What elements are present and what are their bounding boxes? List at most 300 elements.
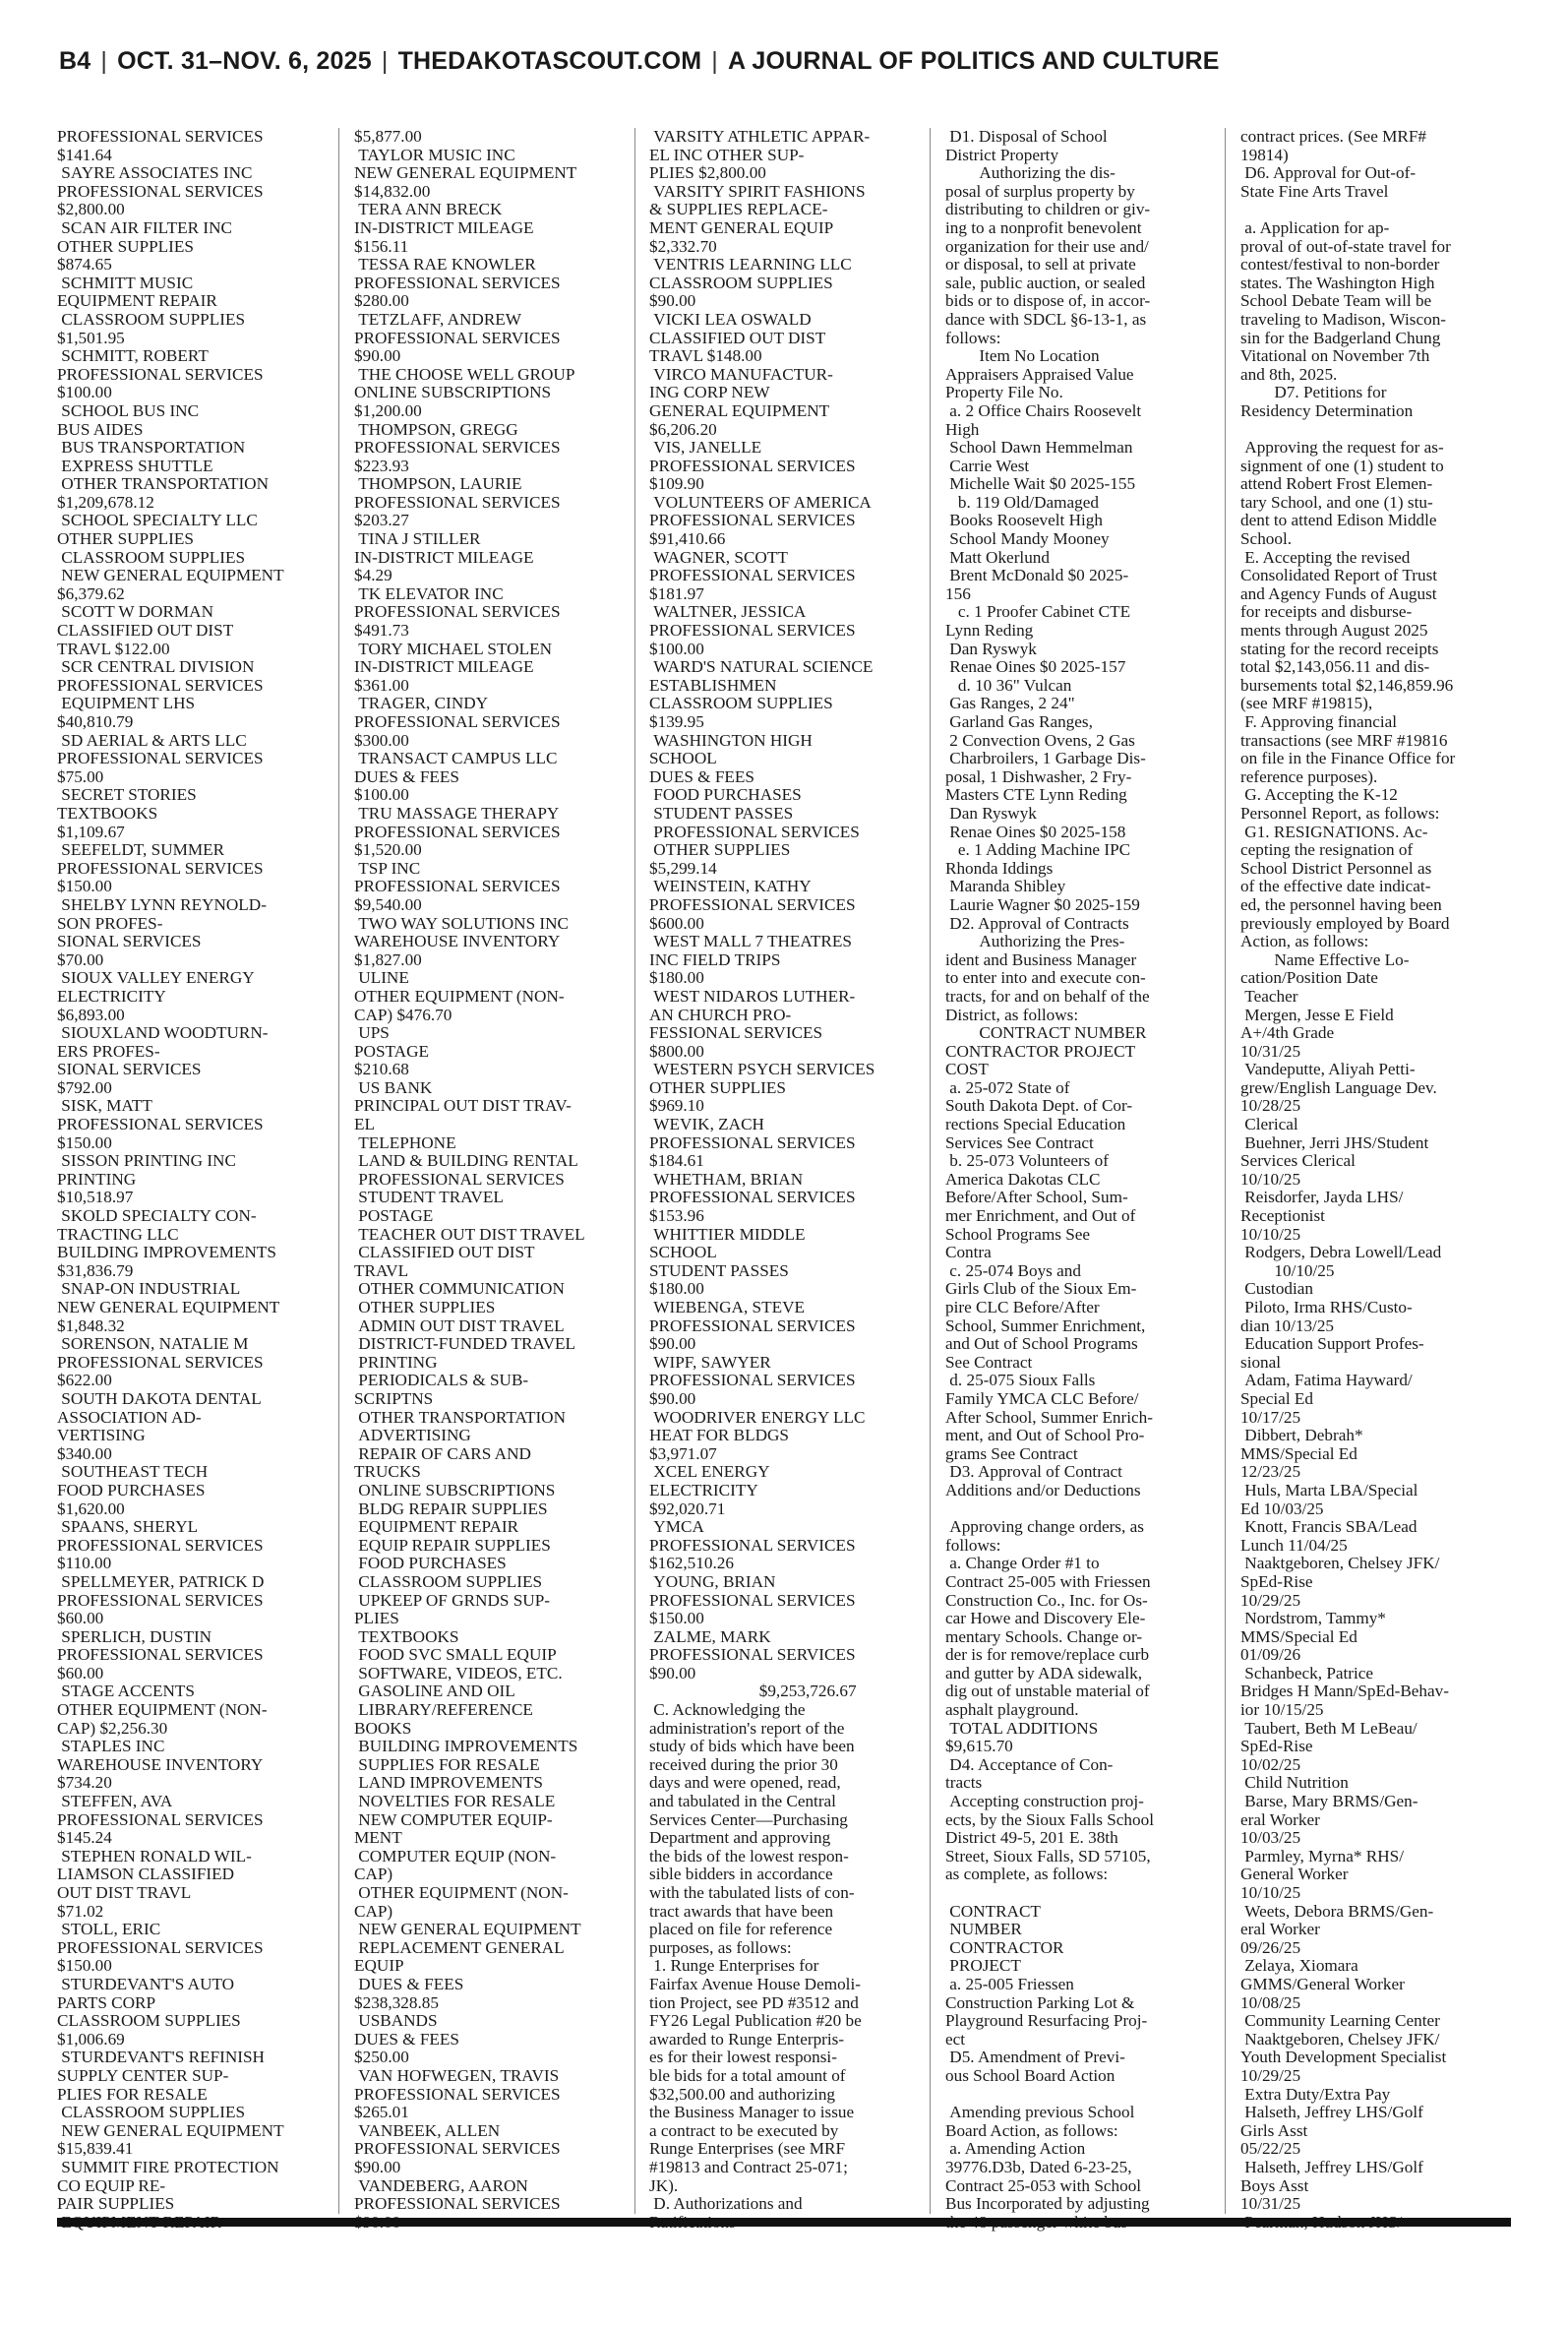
notice-line: IN-DISTRICT MILEAGE bbox=[354, 657, 534, 677]
notice-line: 10/29/25 bbox=[1240, 1590, 1301, 1610]
notice-line: District 49-5, 201 E. 38th bbox=[945, 1828, 1118, 1848]
notice-line: with the tabulated lists of con- bbox=[649, 1883, 855, 1902]
notice-line: SCHOOL BUS INC bbox=[57, 400, 200, 420]
notice-line: WARD'S NATURAL SCIENCE bbox=[649, 657, 874, 677]
notice-line: $265.01 bbox=[354, 2103, 409, 2122]
notice-line: Taubert, Beth M LeBeau/ bbox=[1240, 1718, 1417, 1738]
notice-line: the bids of the lowest respon- bbox=[649, 1846, 849, 1866]
notice-line: Accepting construction proj- bbox=[945, 1792, 1144, 1811]
notice-line: State Fine Arts Travel bbox=[1240, 181, 1389, 201]
notice-line: G. Accepting the K-12 bbox=[1240, 785, 1398, 805]
notice-line: CO EQUIP RE- bbox=[57, 2175, 166, 2195]
notice-line: REPLACEMENT GENERAL bbox=[354, 1937, 565, 1957]
notice-line: JK). bbox=[649, 2175, 679, 2195]
notice-line: a contract to be executed by bbox=[649, 2120, 839, 2140]
notice-line: Action, as follows: bbox=[1240, 932, 1369, 951]
notice-line bbox=[1240, 421, 1511, 440]
notice-line: NEW GENERAL EQUIPMENT bbox=[57, 2120, 284, 2140]
notice-line: NEW COMPUTER EQUIP- bbox=[354, 1809, 553, 1829]
notice-line: ERS PROFES- bbox=[57, 1041, 160, 1061]
notice-line: CLASSROOM SUPPLIES bbox=[57, 547, 246, 567]
notice-line: SPAANS, SHERYL bbox=[57, 1517, 199, 1537]
notice-line: $60.00 bbox=[57, 1663, 104, 1683]
notice-line: ONLINE SUBSCRIPTIONS bbox=[354, 383, 552, 402]
notice-line: $203.27 bbox=[354, 511, 409, 530]
notice-line: VENTRIS LEARNING LLC bbox=[649, 255, 852, 275]
notice-line: SCHMITT MUSIC bbox=[57, 273, 194, 292]
notice-line: $9,540.00 bbox=[354, 894, 422, 914]
notice-line: Gas Ranges, 2 24" bbox=[945, 694, 1075, 713]
notice-line: Appraisers Appraised Value bbox=[945, 364, 1134, 384]
notice-line: $1,520.00 bbox=[354, 840, 422, 860]
notice-line: D3. Approval of Contract bbox=[945, 1462, 1122, 1482]
notice-line: tion Project, see PD #3512 and bbox=[649, 1992, 859, 2012]
notice-line: Charbroilers, 1 Garbage Dis- bbox=[945, 749, 1146, 768]
column-divider bbox=[338, 128, 339, 2214]
notice-line: PROFESSIONAL SERVICES bbox=[649, 1132, 856, 1152]
notice-line: $300.00 bbox=[354, 730, 409, 750]
notice-line: IN-DISTRICT MILEAGE bbox=[354, 547, 534, 567]
notice-line: $100.00 bbox=[649, 639, 704, 658]
notice-line: COST bbox=[945, 1060, 989, 1079]
notice-line: See Contract bbox=[945, 1352, 1033, 1372]
notice-line: $600.00 bbox=[649, 913, 704, 933]
notice-line: COMPUTER EQUIP (NON- bbox=[354, 1846, 557, 1866]
notice-line: PARTS CORP bbox=[57, 1992, 156, 2012]
notice-line: School Programs See bbox=[945, 1224, 1091, 1244]
notice-line: $223.93 bbox=[354, 456, 409, 475]
notice-line: BUILDING IMPROVEMENTS bbox=[354, 1737, 578, 1756]
notice-line: PROFESSIONAL SERVICES bbox=[354, 602, 561, 622]
notice-line: SCOTT W DORMAN bbox=[57, 602, 214, 622]
notice-line: tary School, and one (1) stu- bbox=[1240, 492, 1433, 512]
notice-line: TRUCKS bbox=[354, 1462, 421, 1482]
notice-line: PROFESSIONAL SERVICES bbox=[57, 181, 264, 201]
notice-line: pire CLC Before/After bbox=[945, 1298, 1100, 1316]
notice-line: NEW GENERAL EQUIPMENT bbox=[57, 1298, 280, 1316]
notice-line: $92,020.71 bbox=[649, 1499, 726, 1518]
notice-line: $31,836.79 bbox=[57, 1260, 134, 1280]
notice-line: 10/31/25 bbox=[1240, 1041, 1301, 1061]
notice-line: SUPPLY CENTER SUP- bbox=[57, 2065, 229, 2085]
notice-line: OUT DIST TRAVL bbox=[57, 1883, 192, 1902]
notice-line: grams See Contract bbox=[945, 1443, 1078, 1463]
notice-line: REPAIR OF CARS AND bbox=[354, 1443, 531, 1463]
notice-line: $1,200.00 bbox=[354, 400, 422, 420]
notice-line: awarded to Runge Enterpris- bbox=[649, 2029, 845, 2049]
notice-line: der is for remove/replace curb bbox=[945, 1645, 1150, 1665]
notice-line: or disposal, to sell at private bbox=[945, 255, 1136, 275]
notice-line: Name Effective Lo- bbox=[1240, 949, 1410, 969]
notice-line: PROFESSIONAL SERVICES bbox=[649, 1315, 856, 1335]
notice-line: 01/09/26 bbox=[1240, 1645, 1301, 1665]
notice-line: 10/08/25 bbox=[1240, 1992, 1301, 2012]
notice-line: PROFESSIONAL SERVICES bbox=[649, 621, 856, 641]
notice-line: MENT bbox=[354, 1828, 402, 1848]
notice-line: d. 10 36" Vulcan bbox=[945, 675, 1072, 695]
notice-line: WASHINGTON HIGH bbox=[649, 730, 813, 750]
notice-line: SIOUX VALLEY ENERGY bbox=[57, 968, 255, 988]
header-separator: | bbox=[100, 47, 108, 75]
notice-line: STUDENT TRAVEL bbox=[354, 1188, 504, 1207]
notice-line: ADMIN OUT DIST TRAVEL bbox=[354, 1315, 565, 1335]
notice-line: VAN HOFWEGEN, TRAVIS bbox=[354, 2065, 560, 2085]
notice-line: Carrie West bbox=[945, 456, 1030, 475]
notice-line: ING CORP NEW bbox=[649, 383, 770, 402]
notice-line: D7. Petitions for bbox=[1240, 383, 1387, 402]
notice-line: Playground Resurfacing Proj- bbox=[945, 2011, 1148, 2031]
notice-line: CLASSROOM SUPPLIES bbox=[354, 1571, 543, 1591]
notice-line: CLASSROOM SUPPLIES bbox=[649, 694, 833, 713]
notice-line: 05/22/25 bbox=[1240, 2139, 1301, 2159]
notice-line: $141.64 bbox=[57, 145, 112, 164]
notice-line: PROFESSIONAL SERVICES bbox=[57, 1937, 264, 1957]
notice-line: $90.00 bbox=[649, 1663, 696, 1683]
notice-line: POSTAGE bbox=[354, 1041, 429, 1061]
notice-line: states. The Washington High bbox=[1240, 273, 1435, 292]
notice-line: Piloto, Irma RHS/Custo- bbox=[1240, 1298, 1413, 1316]
notice-line: SORENSON, NATALIE M bbox=[57, 1334, 249, 1354]
notice-line: PROFESSIONAL SERVICES bbox=[354, 2139, 561, 2159]
notice-line: ects, by the Sioux Falls School bbox=[945, 1809, 1154, 1829]
notice-line: THOMPSON, LAURIE bbox=[354, 474, 522, 494]
notice-line: 10/03/25 bbox=[1240, 1828, 1301, 1848]
notice-line: CLASSIFIED OUT DIST bbox=[649, 328, 826, 347]
notice-line: IN-DISTRICT MILEAGE bbox=[354, 217, 534, 237]
notice-line: of the effective date indicat- bbox=[1240, 877, 1431, 896]
notice-line: $1,501.95 bbox=[57, 328, 125, 347]
notice-line: FOOD PURCHASES bbox=[57, 1480, 206, 1499]
notice-line: Parmley, Myrna* RHS/ bbox=[1240, 1846, 1404, 1866]
notice-line: Consolidated Report of Trust bbox=[1240, 566, 1438, 585]
notice-line: the Business Manager to issue bbox=[649, 2103, 855, 2122]
notice-line: WIPF, SAWYER bbox=[649, 1352, 771, 1372]
notice-line: PROFESSIONAL SERVICES bbox=[57, 127, 264, 146]
notice-line: Dan Ryswyk bbox=[945, 803, 1037, 823]
notice-line: DUES & FEES bbox=[354, 1974, 464, 1993]
notice-line: CAP) $476.70 bbox=[354, 1005, 452, 1024]
notice-line: contest/festival to non-border bbox=[1240, 255, 1440, 275]
header-separator: | bbox=[711, 47, 718, 75]
notice-line: dance with SDCL §6-13-1, as bbox=[945, 309, 1147, 329]
notice-line: BUS TRANSPORTATION bbox=[57, 438, 246, 458]
notice-line bbox=[945, 1500, 1209, 1519]
notice-line: TWO WAY SOLUTIONS INC bbox=[354, 913, 570, 933]
notice-line: tract awards that have been bbox=[649, 1901, 834, 1921]
notice-line: $1,827.00 bbox=[354, 949, 422, 969]
notice-line: PLIES FOR RESALE bbox=[57, 2084, 208, 2104]
notice-line: PROFESSIONAL SERVICES bbox=[649, 822, 860, 841]
notice-line: a. Application for ap- bbox=[1240, 217, 1390, 237]
notice-line: $180.00 bbox=[649, 1279, 704, 1299]
notice-line: OTHER TRANSPORTATION bbox=[57, 474, 269, 494]
notice-line: $75.00 bbox=[57, 766, 104, 786]
notice-line: $6,893.00 bbox=[57, 1005, 125, 1024]
notice-line: $90.00 bbox=[354, 2157, 401, 2176]
notice-line: $280.00 bbox=[354, 291, 409, 311]
notice-line: Lunch 11/04/25 bbox=[1240, 1535, 1348, 1555]
notice-line: EL bbox=[354, 1115, 375, 1134]
notice-line: Lynn Reding bbox=[945, 621, 1034, 641]
notice-line: 156 bbox=[945, 583, 971, 603]
notice-line: b. 25-073 Volunteers of bbox=[945, 1151, 1109, 1171]
column-5 bbox=[1240, 128, 1511, 2214]
notice-line: TSP INC bbox=[354, 858, 421, 878]
notice-line: PROFESSIONAL SERVICES bbox=[649, 456, 856, 475]
notice-line: INC FIELD TRIPS bbox=[649, 949, 781, 969]
notice-line: D5. Amendment of Previ- bbox=[945, 2048, 1125, 2067]
notice-line: WHITTIER MIDDLE bbox=[649, 1224, 806, 1244]
notice-line: PROFESSIONAL SERVICES bbox=[354, 2084, 561, 2104]
notice-line: Rhonda Iddings bbox=[945, 858, 1054, 878]
notice-line: SECRET STORIES bbox=[57, 785, 197, 805]
tagline: A JOURNAL OF POLITICS AND CULTURE bbox=[727, 47, 1220, 75]
notice-line: EQUIPMENT LHS bbox=[57, 694, 196, 713]
notice-line: PROFESSIONAL SERVICES bbox=[354, 1169, 565, 1189]
notice-line: CLASSROOM SUPPLIES bbox=[57, 2103, 246, 2122]
notice-line: Teacher bbox=[1240, 986, 1298, 1006]
notice-line: $139.95 bbox=[649, 712, 704, 731]
notice-line: received during the prior 30 bbox=[649, 1754, 838, 1774]
notice-line: 19814) bbox=[1240, 145, 1289, 164]
column-1 bbox=[57, 128, 321, 2214]
notice-line: 10/10/25 bbox=[1240, 1883, 1301, 1902]
notice-line: mer Enrichment, and Out of bbox=[945, 1206, 1136, 1226]
notice-line: PROFESSIONAL SERVICES bbox=[354, 822, 561, 841]
notice-line: PROFESSIONAL SERVICES bbox=[354, 877, 561, 896]
notice-line: d. 25-075 Sioux Falls bbox=[945, 1371, 1096, 1390]
notice-line: THOMPSON, GREGG bbox=[354, 419, 518, 439]
notice-line: CLASSROOM SUPPLIES bbox=[57, 309, 246, 329]
notice-line: ment, and Out of School Pro- bbox=[945, 1426, 1145, 1445]
notice-line: SUMMIT FIRE PROTECTION bbox=[57, 2157, 279, 2176]
notice-line: DUES & FEES bbox=[354, 2029, 459, 2049]
notice-line: TRU MASSAGE THERAPY bbox=[354, 803, 560, 823]
notice-line: WAGNER, SCOTT bbox=[649, 547, 788, 567]
notice-line: WAREHOUSE INVENTORY bbox=[57, 1754, 264, 1774]
notice-line: tracts bbox=[945, 1773, 983, 1793]
notice-line: placed on file for reference bbox=[649, 1920, 833, 1939]
notice-line: Zelaya, Xiomara bbox=[1240, 1956, 1358, 1976]
notice-line: TEXTBOOKS bbox=[354, 1626, 459, 1646]
notice-line: Halseth, Jeffrey LHS/Golf bbox=[1240, 2157, 1423, 2176]
notice-line: 10/10/25 bbox=[1240, 1224, 1301, 1244]
notice-line: $14,832.00 bbox=[354, 181, 431, 201]
notice-line: BLDG REPAIR SUPPLIES bbox=[354, 1499, 548, 1518]
notice-line: Special Ed bbox=[1240, 1388, 1313, 1408]
notice-line: TEACHER OUT DIST TRAVEL bbox=[354, 1224, 585, 1244]
notice-line: FOOD PURCHASES bbox=[649, 785, 802, 805]
notice-line: WIEBENGA, STEVE bbox=[649, 1298, 806, 1316]
notice-line: and gutter by ADA sidewalk, bbox=[945, 1663, 1143, 1683]
notice-line: SPELLMEYER, PATRICK D bbox=[57, 1571, 265, 1591]
notice-line: SAYRE ASSOCIATES INC bbox=[57, 163, 253, 183]
notice-line: Services Clerical bbox=[1240, 1151, 1356, 1171]
notice-line: VIRCO MANUFACTUR- bbox=[649, 364, 833, 384]
notice-line: NEW GENERAL EQUIPMENT bbox=[354, 1920, 581, 1939]
notice-line: cation/Position Date bbox=[1240, 968, 1378, 988]
notice-line: $90.00 bbox=[649, 1334, 696, 1354]
notice-line: VIS, JANELLE bbox=[649, 438, 762, 458]
notice-line: WOODRIVER ENERGY LLC bbox=[649, 1407, 866, 1427]
notice-line: PROFESSIONAL SERVICES bbox=[57, 1352, 264, 1372]
notice-line: BUILDING IMPROVEMENTS bbox=[57, 1243, 276, 1262]
column-divider bbox=[634, 128, 635, 2214]
notice-columns bbox=[57, 128, 1511, 2214]
notice-line: EXPRESS SHUTTLE bbox=[57, 456, 213, 475]
notice-line: bids or to dispose of, in accor- bbox=[945, 291, 1151, 311]
notice-line: b. 119 Old/Damaged bbox=[945, 492, 1099, 512]
notice-line: CLASSROOM SUPPLIES bbox=[57, 2011, 241, 2031]
notice-line: YOUNG, BRIAN bbox=[649, 1571, 776, 1591]
notice-line: traveling to Madison, Wiscon- bbox=[1240, 309, 1447, 329]
notice-line: $734.20 bbox=[57, 1773, 112, 1793]
notice-line: FY26 Legal Publication #20 be bbox=[649, 2011, 862, 2031]
notice-line: EL INC OTHER SUP- bbox=[649, 145, 805, 164]
notice-line: PROFESSIONAL SERVICES bbox=[57, 858, 264, 878]
notice-line: study of bids which have been bbox=[649, 1737, 855, 1756]
notice-line: Services Center—Purchasing bbox=[649, 1809, 848, 1829]
notice-line: Books Roosevelt High bbox=[945, 511, 1103, 530]
notice-line: Maranda Shibley bbox=[945, 877, 1066, 896]
notice-line: AN CHURCH PRO- bbox=[649, 1005, 792, 1024]
notice-line: CONTRACTOR PROJECT bbox=[945, 1041, 1136, 1061]
column-divider bbox=[1225, 128, 1226, 2214]
notice-line: ULINE bbox=[354, 968, 409, 988]
column-3 bbox=[649, 128, 913, 2214]
notice-line: Masters CTE Lynn Reding bbox=[945, 785, 1127, 805]
notice-line: PROFESSIONAL SERVICES bbox=[649, 1371, 856, 1390]
notice-line: ble bids for a total amount of bbox=[649, 2065, 846, 2085]
notice-line: CAP) bbox=[354, 1901, 393, 1921]
notice-line: ous School Board Action bbox=[945, 2065, 1116, 2085]
notice-line: Amending previous School bbox=[945, 2103, 1135, 2122]
notice-line: Brent McDonald $0 2025- bbox=[945, 566, 1129, 585]
notice-line: PROJECT bbox=[945, 1956, 1021, 1976]
notice-line: YMCA bbox=[649, 1517, 704, 1537]
notice-line: WESTERN PSYCH SERVICES bbox=[649, 1060, 875, 1079]
notice-line: $100.00 bbox=[57, 383, 112, 402]
notice-line: $150.00 bbox=[57, 1132, 112, 1152]
notice-line: FESSIONAL SERVICES bbox=[649, 1023, 823, 1043]
notice-line: 10/29/25 bbox=[1240, 2065, 1301, 2085]
notice-line: DISTRICT-FUNDED TRAVEL bbox=[354, 1334, 576, 1354]
notice-line: $238,328.85 bbox=[354, 1992, 439, 2012]
notice-line: $792.00 bbox=[57, 1077, 112, 1097]
notice-line: 12/23/25 bbox=[1240, 1462, 1301, 1482]
notice-line: posal, 1 Dishwasher, 2 Fry- bbox=[945, 766, 1132, 786]
notice-line: 39776.D3b, Dated 6-23-25, bbox=[945, 2157, 1132, 2176]
notice-line: $109.90 bbox=[649, 474, 704, 494]
notice-line: CLASSIFIED OUT DIST bbox=[57, 621, 234, 641]
notice-line: D2. Approval of Contracts bbox=[945, 913, 1129, 933]
notice-line: PROFESSIONAL SERVICES bbox=[649, 894, 856, 914]
notice-line: $1,620.00 bbox=[57, 1499, 125, 1518]
notice-line: Additions and/or Deductions bbox=[945, 1480, 1141, 1499]
notice-line: CONTRACTOR bbox=[945, 1937, 1064, 1957]
notice-line: VANBEEK, ALLEN bbox=[354, 2120, 501, 2140]
notice-line: Reisdorfer, Jayda LHS/ bbox=[1240, 1188, 1404, 1207]
column-4 bbox=[945, 128, 1209, 2214]
notice-line: EQUIPMENT REPAIR bbox=[57, 291, 217, 311]
notice-line: $969.10 bbox=[649, 1096, 704, 1116]
notice-line: WHETHAM, BRIAN bbox=[649, 1169, 804, 1189]
notice-line: WAREHOUSE INVENTORY bbox=[354, 932, 561, 951]
notice-line: car Howe and Discovery Ele- bbox=[945, 1609, 1146, 1628]
notice-line: F. Approving financial bbox=[1240, 712, 1398, 731]
notice-line: $2,800.00 bbox=[57, 200, 125, 219]
notice-line: SCHOOL bbox=[649, 749, 717, 768]
notice-line: TRAVL bbox=[354, 1260, 409, 1280]
notice-line: ONLINE SUBSCRIPTIONS bbox=[354, 1480, 556, 1499]
notice-line: A+/4th Grade bbox=[1240, 1023, 1335, 1043]
notice-line: ident and Business Manager bbox=[945, 949, 1137, 969]
notice-line: proval of out-of-state travel for bbox=[1240, 236, 1451, 256]
notice-line: Contract 25-005 with Friessen bbox=[945, 1571, 1151, 1591]
notice-line: eral Worker bbox=[1240, 1809, 1320, 1829]
notice-line: PROFESSIONAL SERVICES bbox=[649, 511, 856, 530]
notice-line: Knott, Francis SBA/Lead bbox=[1240, 1517, 1417, 1537]
notice-line: FOOD PURCHASES bbox=[354, 1554, 507, 1573]
notice-line: as complete, as follows: bbox=[945, 1865, 1109, 1884]
notice-line: SIONAL SERVICES bbox=[57, 1060, 202, 1079]
notice-line: TRAGER, CINDY bbox=[354, 694, 489, 713]
site-name[interactable]: THEDAKOTASCOUT.COM bbox=[397, 47, 702, 75]
notice-line: Girls Asst bbox=[1240, 2120, 1308, 2140]
notice-line: for receipts and disburse- bbox=[1240, 602, 1413, 622]
notice-line: OTHER EQUIPMENT (NON- bbox=[354, 986, 565, 1006]
notice-line: TRAVL $148.00 bbox=[649, 346, 762, 366]
notice-line: STUDENT PASSES bbox=[649, 803, 794, 823]
notice-line: OTHER EQUIPMENT (NON- bbox=[354, 1883, 569, 1902]
notice-line: PRINTING bbox=[354, 1352, 438, 1372]
notice-line: on file in the Finance Office for bbox=[1240, 749, 1456, 768]
notice-line: $100.00 bbox=[354, 785, 409, 805]
notice-line bbox=[945, 2086, 1209, 2105]
notice-line: DUES & FEES bbox=[354, 766, 459, 786]
notice-line: School Debate Team will be bbox=[1240, 291, 1432, 311]
notice-line: PROFESSIONAL SERVICES bbox=[57, 1535, 264, 1555]
notice-line: OTHER SUPPLIES bbox=[354, 1298, 496, 1316]
notice-line: c. 25-074 Boys and bbox=[945, 1260, 1081, 1280]
notice-line: EQUIP bbox=[354, 1956, 404, 1976]
notice-line: School Mandy Mooney bbox=[945, 529, 1110, 549]
notice-line: OTHER SUPPLIES bbox=[57, 529, 194, 549]
notice-line: NOVELTIES FOR RESALE bbox=[354, 1792, 556, 1811]
notice-line: Fairfax Avenue House Demoli- bbox=[649, 1974, 861, 1993]
notice-line bbox=[945, 1884, 1209, 1903]
notice-line: STEFFEN, AVA bbox=[57, 1792, 173, 1811]
notice-line: OTHER COMMUNICATION bbox=[354, 1279, 565, 1299]
notice-line: UPS bbox=[354, 1023, 390, 1043]
notice-line: $622.00 bbox=[57, 1371, 112, 1390]
notice-line: Vitational on November 7th bbox=[1240, 346, 1430, 366]
notice-line: Authorizing the Pres- bbox=[945, 932, 1125, 951]
notice-line: Laurie Wagner $0 2025-159 bbox=[945, 894, 1140, 914]
notice-line: D6. Approval for Out-of- bbox=[1240, 163, 1417, 183]
notice-line: $184.61 bbox=[649, 1151, 704, 1171]
notice-line: Runge Enterprises (see MRF bbox=[649, 2139, 846, 2159]
notice-line: $491.73 bbox=[354, 621, 409, 641]
notice-line: $210.68 bbox=[354, 1060, 409, 1079]
page-bottom-rule bbox=[57, 2218, 1511, 2227]
notice-line: Naaktgeboren, Chelsey JFK/ bbox=[1240, 1554, 1440, 1573]
notice-line: D4. Acceptance of Con- bbox=[945, 1754, 1114, 1774]
notice-line: VARSITY ATHLETIC APPAR- bbox=[649, 127, 871, 146]
notice-line: SISSON PRINTING INC bbox=[57, 1151, 236, 1171]
notice-line: CAP) $2,256.30 bbox=[57, 1718, 168, 1738]
notice-line: SCAN AIR FILTER INC bbox=[57, 217, 232, 237]
